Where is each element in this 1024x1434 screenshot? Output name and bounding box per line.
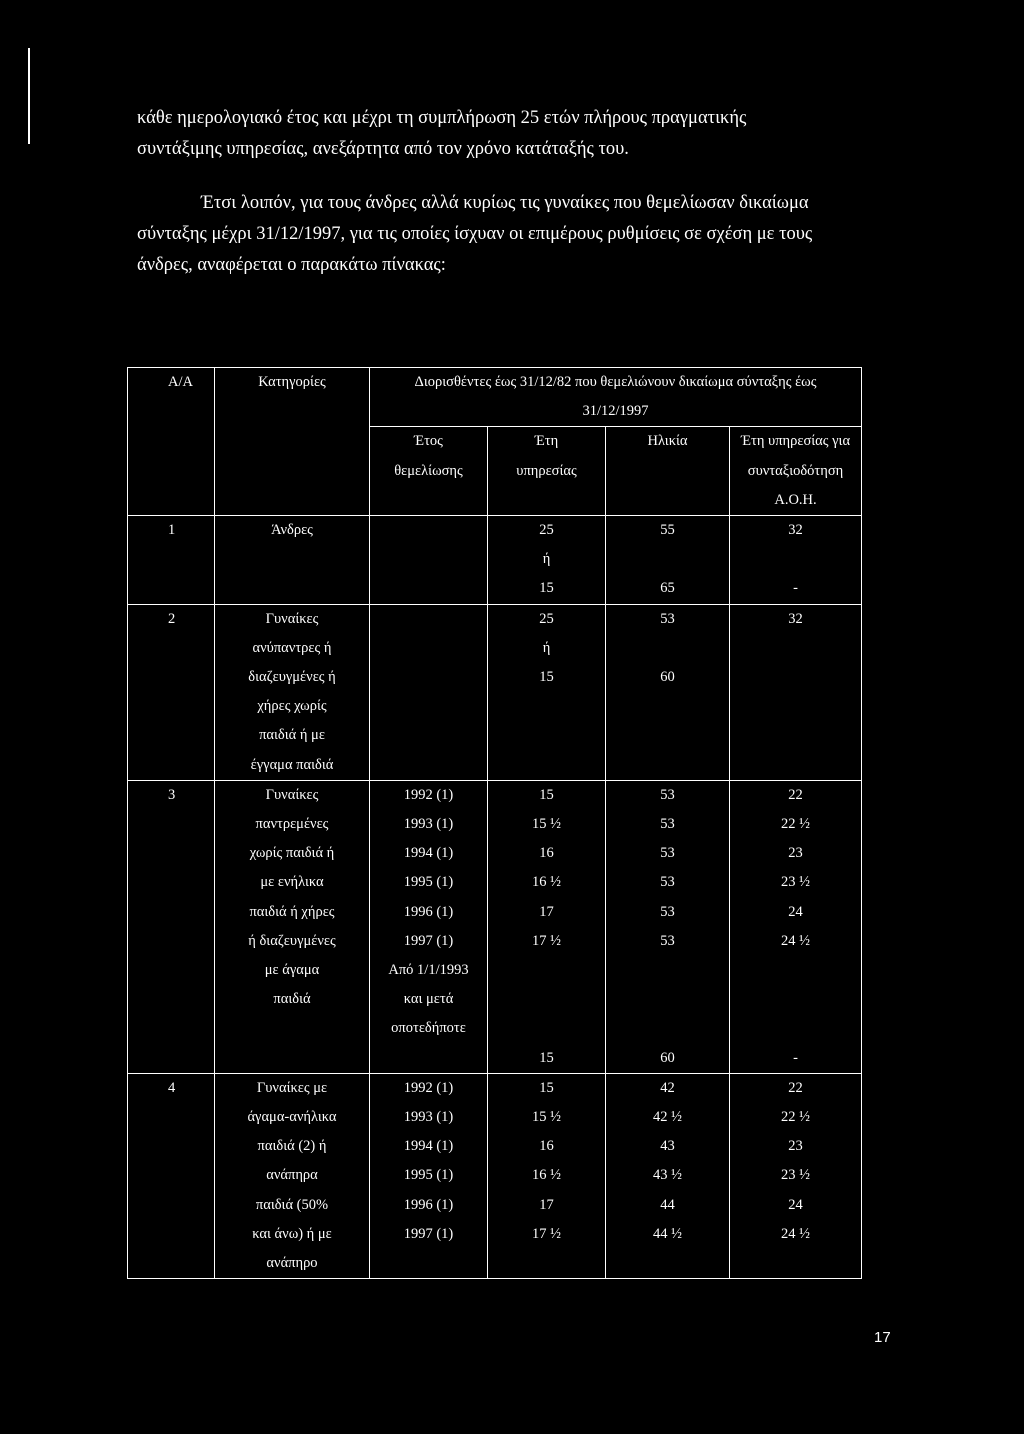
- cell-years-aoh: [730, 516, 862, 605]
- cell-line: 23 ½: [781, 1167, 810, 1184]
- cell-line: παιδιά ή χήρες: [249, 903, 335, 920]
- cell-line: [488, 1014, 605, 1043]
- cell-line: Γυναίκες με: [256, 1079, 328, 1096]
- cell-line: Γυναίκες: [265, 786, 319, 803]
- cell-line: 1997 (1): [403, 932, 454, 949]
- cell-line: 15 ½: [532, 816, 561, 833]
- cell-line: 32: [788, 522, 803, 539]
- cell-line: ανύπαντρες ή: [252, 639, 332, 656]
- cell-line: ανάπηρο: [266, 1255, 318, 1272]
- cell-aa: 1: [128, 516, 215, 605]
- cell-aa: 2: [128, 604, 215, 780]
- cell-line: 24 ½: [781, 932, 810, 949]
- cell-line: Γυναίκες: [265, 610, 319, 627]
- cell-line: 16: [539, 1138, 554, 1155]
- cell-age: [606, 516, 730, 605]
- cell-line: διαζευγμένες ή: [248, 669, 336, 686]
- cell-line: 23: [788, 845, 803, 862]
- cell-service: [488, 516, 606, 605]
- paragraph-line: σύνταξης μέχρι 31/12/1997, για τις οποίες ίσχυαν οι επιμέρους ρυθμίσεις σε σχέση με τους: [137, 224, 813, 244]
- cell-line: [730, 985, 861, 1014]
- cell-line: 55: [660, 522, 675, 539]
- cell-line: 15: [539, 669, 554, 686]
- page-number: 17: [874, 1329, 891, 1346]
- cell-line: [730, 545, 861, 574]
- cell-line: [730, 956, 861, 985]
- cell-line: 22: [788, 786, 803, 803]
- cell-year: [370, 780, 488, 1073]
- cell-line: 15: [539, 1079, 554, 1096]
- table-row: [128, 604, 862, 780]
- cell-line: 1992 (1): [403, 786, 454, 803]
- cell-service: [488, 604, 606, 780]
- cell-line: χήρες χωρίς: [257, 698, 327, 715]
- cell-category: [215, 516, 370, 605]
- pension-table: [127, 367, 862, 1279]
- cell-line: 42: [660, 1079, 675, 1096]
- cell-line: 17: [539, 1196, 554, 1213]
- cell-years-aoh: [730, 604, 862, 780]
- margin-bar: [28, 48, 30, 144]
- table-row: [128, 1073, 862, 1278]
- cell-line: 17 ½: [532, 1225, 561, 1242]
- cell-line: 25: [539, 610, 554, 627]
- cell-line: 53: [660, 845, 675, 862]
- cell-line: έγγαμα παιδιά: [250, 756, 334, 773]
- cell-line: [606, 985, 729, 1014]
- cell-line: 42 ½: [653, 1109, 682, 1126]
- cell-line: 1993 (1): [403, 1109, 454, 1126]
- header-year: Έτος θεμελίωσης: [370, 427, 488, 516]
- cell-service: [488, 780, 606, 1073]
- cell-year: [370, 1073, 488, 1278]
- cell-category: [215, 1073, 370, 1278]
- cell-line: [606, 634, 729, 663]
- cell-line: ή: [542, 639, 551, 656]
- cell-line: -: [793, 580, 798, 597]
- cell-line: 1994 (1): [403, 1138, 454, 1155]
- cell-year: [370, 604, 488, 780]
- paragraph-line: κάθε ημερολογιακό έτος και μέχρι τη συμπλήρωση 25 ετών πλήρους πραγματικής: [137, 108, 747, 128]
- header-categories: Κατηγορίες: [215, 368, 370, 516]
- cell-line: 22 ½: [781, 816, 810, 833]
- cell-line: 44 ½: [653, 1225, 682, 1242]
- cell-line: 53: [660, 786, 675, 803]
- cell-line: και άνω) ή με: [252, 1225, 332, 1242]
- cell-line: παντρεμένες: [255, 816, 329, 833]
- cell-line: 53: [660, 610, 675, 627]
- cell-line: 15 ½: [532, 1109, 561, 1126]
- cell-line: 15: [539, 786, 554, 803]
- cell-line: 22 ½: [781, 1109, 810, 1126]
- cell-line: 43: [660, 1138, 675, 1155]
- cell-line: 17: [539, 903, 554, 920]
- cell-line: -: [793, 1049, 798, 1066]
- cell-line: και μετά: [403, 991, 454, 1008]
- cell-line: [606, 956, 729, 985]
- cell-line: ή διαζευγμένες: [248, 932, 336, 949]
- cell-line: 1995 (1): [403, 1167, 454, 1184]
- cell-line: 16 ½: [532, 874, 561, 891]
- cell-line: άγαμα-ανήλικα: [247, 1109, 337, 1126]
- cell-line: 1992 (1): [403, 1079, 454, 1096]
- cell-line: 53: [660, 874, 675, 891]
- cell-age: [606, 604, 730, 780]
- cell-category: [215, 780, 370, 1073]
- table-body: [128, 516, 862, 1279]
- cell-line: 17 ½: [532, 932, 561, 949]
- paragraph-line: Έτσι λοιπόν, για τους άνδρες αλλά κυρίως τις γυναίκες που θεμελίωσαν δικαίωμα: [201, 193, 809, 213]
- cell-line: [488, 956, 605, 985]
- header-age: Ηλικία: [606, 427, 730, 516]
- cell-line: 43 ½: [653, 1167, 682, 1184]
- cell-line: 44: [660, 1196, 675, 1213]
- cell-line: χωρίς παιδιά ή: [249, 845, 335, 862]
- cell-years-aoh: [730, 1073, 862, 1278]
- header-group: Διορισθέντες έως 31/12/82 που θεμελιώνουν δικαίωμα σύνταξης έως 31/12/1997: [370, 368, 862, 427]
- header-years-aoh: Έτη υπηρεσίας για συνταξιοδότηση Α.Ο.Η.: [730, 427, 862, 516]
- cell-line: 1994 (1): [403, 845, 454, 862]
- cell-line: 15: [539, 1049, 554, 1066]
- cell-line: με άγαμα: [264, 962, 320, 979]
- cell-age: [606, 780, 730, 1073]
- cell-line: 53: [660, 903, 675, 920]
- cell-line: 53: [660, 932, 675, 949]
- cell-line: παιδιά (50%: [255, 1196, 329, 1213]
- cell-line: 23 ½: [781, 874, 810, 891]
- cell-line: 53: [660, 816, 675, 833]
- cell-line: 60: [660, 1049, 675, 1066]
- cell-line: [606, 545, 729, 574]
- cell-age: [606, 1073, 730, 1278]
- cell-line: 15: [539, 580, 554, 597]
- table-header-row: [128, 368, 862, 427]
- cell-line: [730, 1014, 861, 1043]
- cell-line: 22: [788, 1079, 803, 1096]
- cell-line: 1997 (1): [403, 1225, 454, 1242]
- cell-aa: 4: [128, 1073, 215, 1278]
- cell-line: με ενήλικα: [260, 874, 324, 891]
- table-row: [128, 516, 862, 605]
- cell-year: [370, 516, 488, 605]
- cell-line: 23: [788, 1138, 803, 1155]
- cell-line: 24: [788, 1196, 803, 1213]
- paragraph-line: άνδρες, αναφέρεται ο παρακάτω πίνακας:: [137, 255, 446, 275]
- cell-service: [488, 1073, 606, 1278]
- cell-aa: 3: [128, 780, 215, 1073]
- cell-line: ανάπηρα: [266, 1167, 318, 1184]
- cell-line: 1996 (1): [403, 903, 454, 920]
- cell-line: 32: [788, 610, 803, 627]
- cell-line: Άνδρες: [271, 522, 313, 539]
- cell-line: 16 ½: [532, 1167, 561, 1184]
- paragraph-1: [137, 103, 897, 165]
- cell-line: 65: [660, 580, 675, 597]
- cell-line: 1993 (1): [403, 816, 454, 833]
- cell-line: ή: [542, 551, 551, 568]
- cell-line: παιδιά ή με: [259, 727, 325, 744]
- cell-line: 25: [539, 522, 554, 539]
- paragraph-2: [137, 188, 897, 281]
- cell-line: Από 1/1/1993: [388, 962, 469, 979]
- paragraph-line: συντάξιμης υπηρεσίας, ανεξάρτητα από τον χρόνο κατάταξής του.: [137, 139, 629, 159]
- cell-category: [215, 604, 370, 780]
- cell-years-aoh: [730, 780, 862, 1073]
- cell-line: [606, 1014, 729, 1043]
- cell-line: παιδιά (2) ή: [257, 1138, 327, 1155]
- cell-line: 24 ½: [781, 1225, 810, 1242]
- header-service: Έτη υπηρεσίας: [488, 427, 606, 516]
- cell-line: παιδιά: [273, 991, 311, 1008]
- cell-line: 60: [660, 669, 675, 686]
- cell-line: 16: [539, 845, 554, 862]
- table-row: [128, 780, 862, 1073]
- cell-line: οποτεδήποτε: [391, 1020, 466, 1037]
- header-aa: Α/Α: [128, 368, 215, 516]
- cell-line: 24: [788, 903, 803, 920]
- cell-line: 1996 (1): [403, 1196, 454, 1213]
- cell-line: 1995 (1): [403, 874, 454, 891]
- cell-line: [488, 985, 605, 1014]
